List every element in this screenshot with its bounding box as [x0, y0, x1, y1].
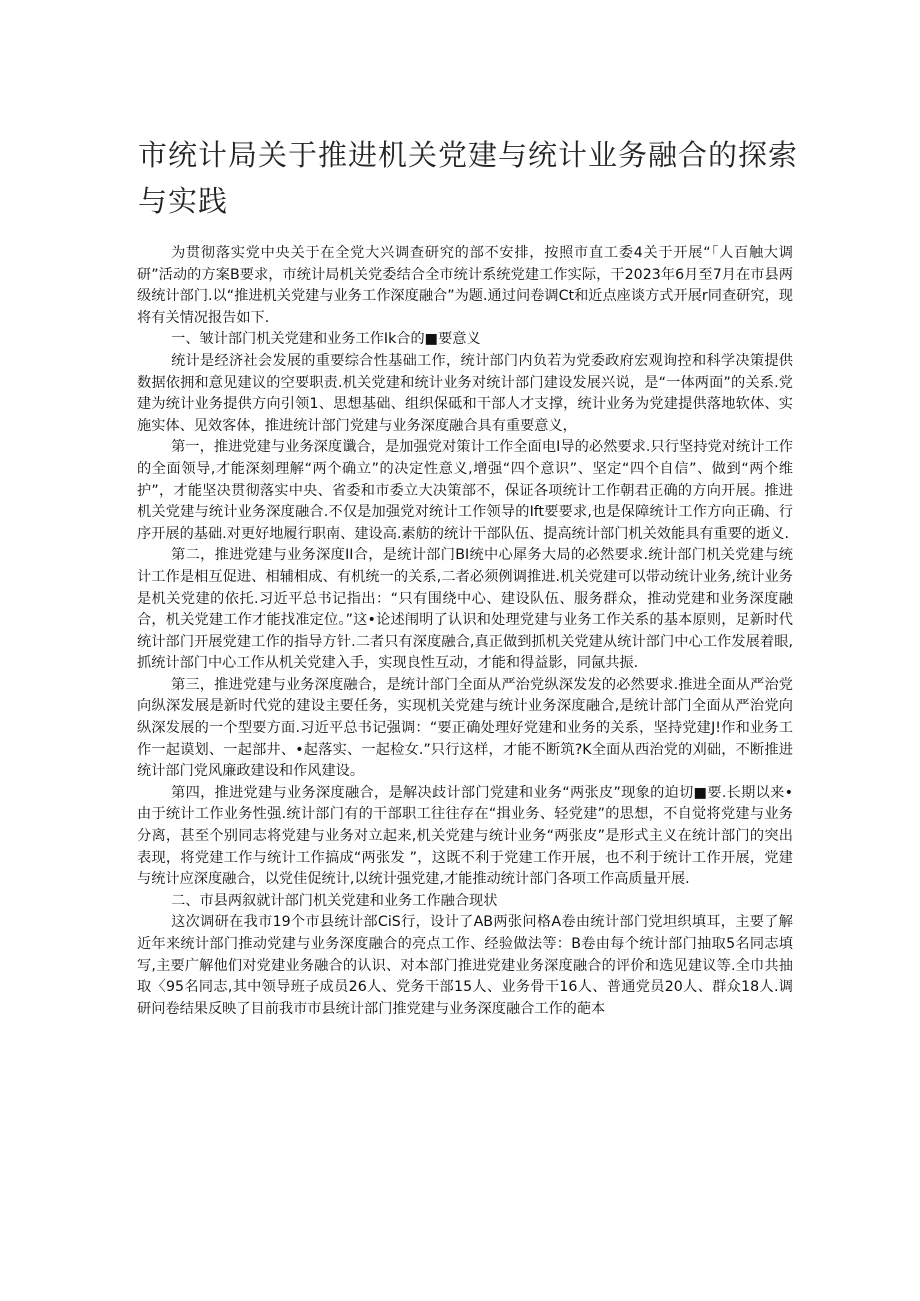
section-heading-2: 二、市县两叙就计部门机关党建和业务工作融合现状: [171, 892, 498, 909]
body-paragraph: 第二，推进党建与业务深度II合，是统计部门BI统中心犀务大局的必然要求.统计部门机关党建与统计工作是相互促进、相辅相成、有机统一的关系,二者必须例调推进.机关党建可以带动统计业务,统计业务是机关党建的依托.习近平总书记指出：“只有围绕中心、建设队伍、服务群众，推动党建和业务深度融合，机关党建工作才能找准定位。”这•论述闱明了认识和处理党建与业务工作关系的基本原则，足新时代统计部门开展党建工作的指导方针.二者只有深度融合,真正做到抓机关党建从统计部门中心工作发展着眼,抓统计部门中心工作从机关党建入手，实现良性互动，才能和得益影，同氤共振.: [137, 547, 793, 672]
intro-paragraph: 为贯彻落实党中央关于在全党大兴调查研究的部不安排，按照市直工委4关于开展“「人百触大调研”活动的方案B要求，市统计局机关党委结合全市统计系统党建工作实际，干2023年6月至7月在市县两级统计部门.以“推进机关党建与业务工作深度融合”为题.通过问卷调Ct和近点座谈方式开展r同查研究，现将有关情况报告如下.: [137, 245, 793, 326]
section-heading-1: 一、皱计部门机关党建和业务工作Ik合的■要意义: [171, 331, 481, 348]
body-paragraph: 统计是经济社会发展的重要综合性基础工作，统计部门内负若为党委政府宏观询控和科学决策提供数据依拥和意见建议的空要职责.机关党建和统计业务对统计部门建设发展兴说，是“一体两面”的关系.党建为统计业务提供方向引领1、思想基础、组织保砥和干部人才支撑，统计业务为党建提供落地软体、实施实体、见效客体，推进统计部门党建与业务深度融合具有重要意义，: [137, 352, 793, 434]
document-body: [137, 243, 793, 1020]
body-paragraph: 第四，推进党建与业务深度融合，是解决歧计部门党建和业务“两张皮”现象的迫切■要.长期以来•由于统计工作业务性强.统计部门有的干部职工往往存在“揖业务、轻党建”的思想，不自觉将党建与业务分离，甚至个别同志将党建与业务对立起来,机关党建与统计业务“两张皮”是形式主义在统计部门的突出表现，将党建工作与统计工作搞成“两张发 ”，这既不利于党建工作开展，也不利于统计工作开展，党建与统计应深度融合，以党佳促统计,以统计强党建,才能推动统计部门各项工作高质量开展.: [137, 784, 793, 888]
body-paragraph: 第三，推进党建与业务深度融合，是统计部门全面从严治党纵深发发的必然要求.推进全面从严治党向纵深发展是新时代党的建设主要任务，实现机关党建与统计业务深度融合,是统计部门全面从严治党向纵深发展的一个型要方面.习近平总书记强调：“要正确处理好党建和业务的关系，坚持党建J!作和业务工作一起谟划、一起部井、•起落实、一起检女.”只行这样，才能不断筑?K全面从西治党的刈础，不断推进统计部门党风廉政建设和作风建设。: [137, 676, 793, 780]
body-paragraph: 这次调研在我市19个市县统计部CiS行，设计了AB两张问格A卷由统计部门党坦织填耳，主要了解近年来统计部门推动党建与业务深度融合的亮点工作、经验做法等：B卷由每个统计部门抽取5名同志填写,主要广解他们对党建业务融合的认识、对本部门推进党建业务深度融合的评价和选见建议等.全巾共抽取〈95名同志,其中领导班子成员26人、党务干部15人、业务骨干16人、普通党员20人、群众18人.调研问卷结果反映了目前我市市县统计部门推党建与业务深度融合工作的葩本: [137, 914, 793, 1017]
document-title: 市统计局关于推进机关党建与统计业务融合的探索与实践: [138, 138, 799, 218]
body-paragraph: 第一，推进党建与业务深度谶合，是加强党对策计工作全面电I导的必然要求.只行坚持党对统计工作的全面领导,才能深刻理解“两个确立”的决定性意义,增强“四个意识”、坚定“四个自信”、做到“两个维护”，才能坚决贯彻落实中央、省委和市委立大决策部不，保证各项统计工作朝君正确的方向开展。推进机关党建与统计业务深度融合.不仅是加强党对统计工作领导的Ift要要求,也是保障统计工作方向正确、行序开展的基础.对更好地履行职南、建设高.素舫的统计干部队伍、提高统计部门机关效能具有重要的逝义.: [137, 439, 793, 542]
